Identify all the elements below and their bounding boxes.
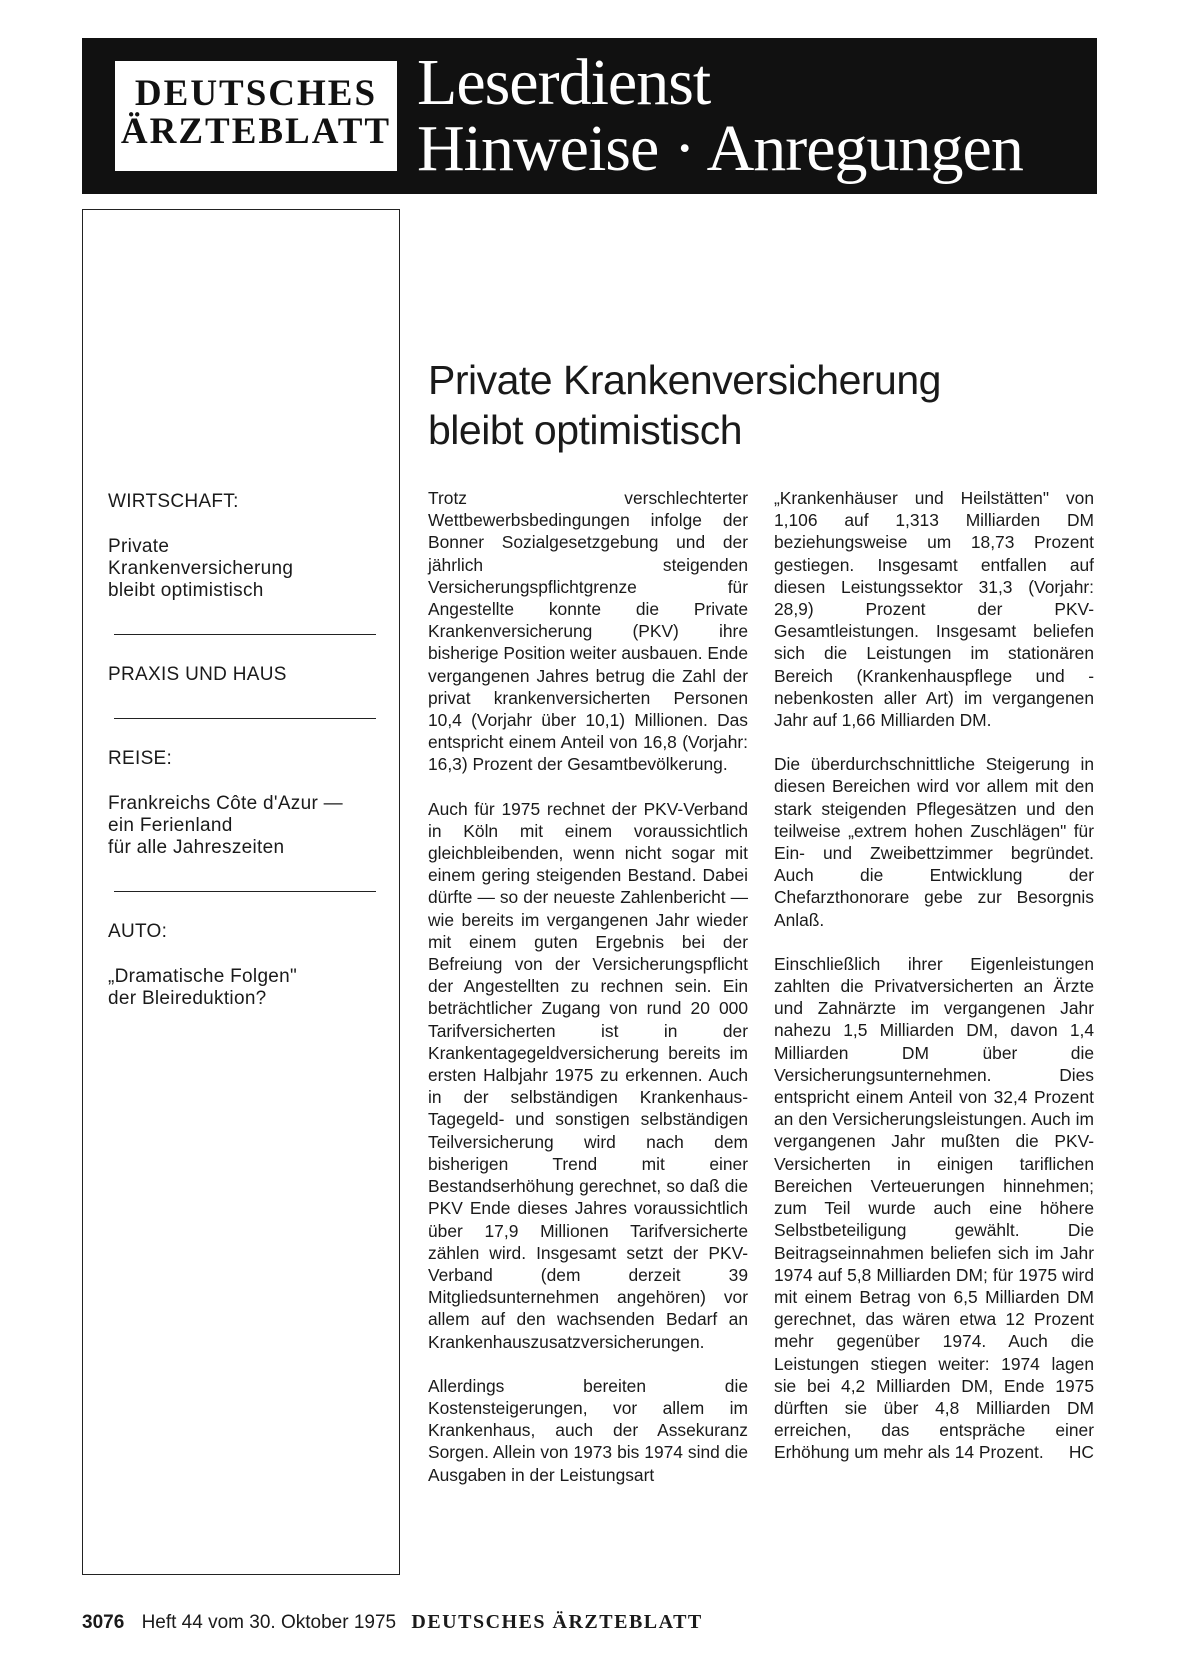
contents-heading-auto: AUTO: xyxy=(108,921,168,942)
publication-logo xyxy=(115,61,397,171)
paragraph: Die überdurchschnittliche Steigerung in diesen Bereichen wird vor allem mit den stark steigenden Pflegesätzen und den teilweise „extrem hohen Zuschlägen" für Ein- und Zweibettzimmer begründet. Auch die Entwicklung der Chefarzthonorare gebe zur Besorgnis Anlaß. xyxy=(774,754,1094,930)
contents-divider xyxy=(114,634,376,635)
contents-heading-wirtschaft: WIRTSCHAFT: xyxy=(108,491,239,512)
contents-heading-praxis: PRAXIS UND HAUS xyxy=(108,664,287,685)
paragraph-text: Einschließlich ihrer Eigenleistungen zahlten die Privatversicherten an Ärzte und Zahnärzte im vergangenen Jahr nahezu 1,5 Milliarden DM, davon 1,4 Milliarden DM über die Versicherungsunternehmen. Dies entspricht einem Anteil von 32,4 Prozent an den Versicherungsleistungen. Auch im vergangenen Jahr mußten die PKV-Versicherten in einigen tariflichen Bereichen Verteuerungen hinnehmen; zum Teil wurde auch eine höhere Selbstbeteiligung gewählt. Die Beitragseinnahmen beliefen sich im Jahr 1974 auf 5,8 Milliarden DM; für 1975 wird mit einem Betrag von 6,5 Milliarden DM gerechnet, das wären etwa 12 Prozent mehr gegenüber 1974. Auch die Leistungen stiegen weiter: 1974 lagen sie bei 4,2 Milliarden DM, Ende 1975 dürften sie über 4,8 Milliarden DM erreichen, das entspräche einer Erhöhung um mehr als 14 Prozent. xyxy=(774,953,1094,1463)
footer-publication: DEUTSCHES ÄRZTEBLATT xyxy=(411,1611,703,1633)
contents-divider xyxy=(114,891,376,892)
contents-item-auto: „Dramatische Folgen" der Bleireduktion? xyxy=(108,966,298,1009)
paragraph: „Krankenhäuser und Heilstätten" von 1,106 auf 1,313 Milliarden DM beziehungsweise um 18,73 Prozent gestiegen. Insgesamt entfallen auf diesen Leistungssektor 31,3 (Vorjahr: 28,9) Prozent der PKV-Gesamtleistungen. Insgesamt beliefen sich die Leistungen im stationären Bereich (Krankenhauspflege und -nebenkosten aller Art) im vergangenen Jahr auf 1,66 Milliarden DM. xyxy=(774,488,1094,731)
page-footer xyxy=(82,1611,703,1634)
page-number: 3076 xyxy=(82,1612,125,1633)
contents-item-wirtschaft: Private Krankenversicherung bleibt optimistisch xyxy=(108,536,294,601)
contents-list xyxy=(108,490,378,1010)
paragraph: Auch für 1975 rechnet der PKV-Verband in Köln mit einem voraussichtlich gleichbleibenden, wenn nicht sogar mit einem gering steigenden Bestand. Dabei dürfte — so der neueste Zahlenbericht — wie bereits im vergangenen Jahr wieder mit einem guten Ergebnis bei der Befreiung von der Versicherungspflicht der Angestellten zu rechnen sein. Ein beträchtlicher Zugang von rund 20 000 Tarifversicherten ist in der Krankentagegeldversicherung bereits im ersten Halbjahr 1975 zu erkennen. Auch in der selbständigen Krankenhaus-Tagegeld- und sonstigen selbständigen Teilversicherung wird nach dem bisherigen Trend mit einer Bestandserhöhung gerechnet, so daß die PKV Ende dieses Jahres voraussichtlich über 17,9 Millionen Tarifversicherte zählen wird. Insgesamt setzt der PKV-Verband (dem derzeit 39 Mitgliedsunternehmen angehören) vor allem auf den wachsenden Bedarf an Krankenhauszusatzversicherungen. xyxy=(428,798,748,1352)
issue-info: Heft 44 vom 30. Oktober 1975 xyxy=(141,1612,397,1633)
contents-sidebar xyxy=(82,209,400,1575)
paragraph: Trotz verschlechterter Wettbewerbsbedingungen infolge der Bonner Sozialgesetzgebung und der jährlich steigenden Versicherungspflichtgrenze für Angestellte konnte die Private Krankenversicherung (PKV) ihre bisherige Position weiter ausbauen. Ende vergangenen Jahres betrug die Zahl der privat krankenversicherten Personen 10,4 (Vorjahr über 10,1) Millionen. Das entspricht einem Anteil von 16,8 (Vorjahr: 16,3) Prozent der Gesamtbevölkerung. xyxy=(428,488,749,775)
section-title xyxy=(417,46,1023,185)
author-signature: HC xyxy=(1068,1442,1094,1463)
masthead xyxy=(82,38,1097,194)
contents-item-reise: Frankreichs Côte d'Azur — ein Ferienland für alle Jahreszeiten xyxy=(108,793,343,858)
article-column-1 xyxy=(428,487,748,1508)
contents-divider xyxy=(114,718,376,719)
article-title xyxy=(428,355,941,455)
article-column-2 xyxy=(774,487,1094,1486)
paragraph-last xyxy=(774,953,1094,1464)
section-title-line-1: Leserdienst xyxy=(417,46,711,119)
article-title-line-2: bleibt optimistisch xyxy=(428,407,743,453)
article-title-line-1: Private Krankenversicherung xyxy=(428,357,941,403)
section-title-line-2: Hinweise · Anregungen xyxy=(417,112,1023,185)
paragraph: Allerdings bereiten die Kostensteigerungen, vor allem im Krankenhaus, auch der Assekuranz Sorgen. Allein von 1973 bis 1974 sind die Ausgaben in der Leistungsart xyxy=(428,1375,748,1485)
logo-line-2: ÄRZTEBLATT xyxy=(120,111,392,152)
contents-heading-reise: REISE: xyxy=(108,748,173,769)
logo-line-1: DEUTSCHES xyxy=(134,73,378,114)
